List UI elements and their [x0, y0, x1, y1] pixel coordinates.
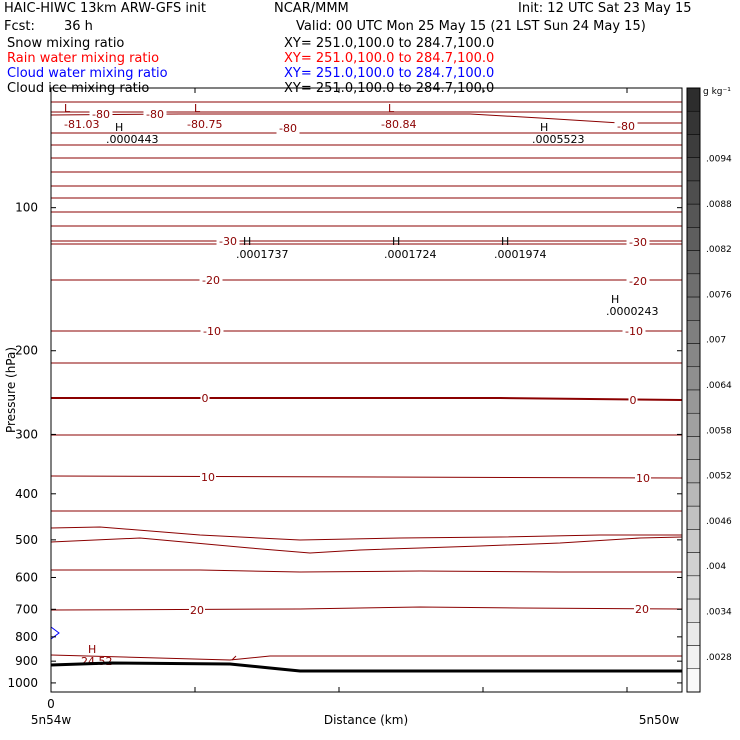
- isotherm-label: -10: [203, 325, 221, 338]
- isotherm-label: -20: [202, 274, 220, 287]
- isotherm-label: -80: [617, 120, 635, 133]
- isotherm-label: -30: [629, 236, 647, 249]
- colorbar-bin: [687, 251, 700, 274]
- y-tick-label: 100: [15, 200, 38, 215]
- forecast-hours: 36 h: [64, 19, 93, 34]
- field-xy-snow: XY= 251.0,100.0 to 284.7,100.0: [284, 36, 495, 51]
- colorbar-label: .0034: [706, 607, 732, 618]
- extremum-value: -80.84: [381, 118, 417, 131]
- colorbar-bin: [687, 181, 700, 204]
- y-tick-label: 500: [15, 532, 38, 547]
- colorbar-bin: [687, 553, 700, 576]
- isotherm-label: -20: [629, 275, 647, 288]
- isotherm-line-10: [51, 476, 682, 478]
- isotherm-label: 0: [629, 394, 637, 407]
- isotherm-label: 20: [635, 603, 649, 616]
- colorbar-bin: [687, 646, 700, 669]
- field-name-snow: Snow mixing ratio: [7, 36, 125, 51]
- colorbar-label: .0064: [706, 381, 732, 391]
- extremum-l-letter: L: [388, 102, 395, 115]
- y-tick-label: 200: [15, 343, 38, 358]
- colorbar-bin: [687, 599, 700, 622]
- y-tick-label: 600: [15, 570, 38, 585]
- x-tick-label: 0: [47, 697, 55, 711]
- colorbar-label: .0082: [706, 245, 732, 256]
- extremum-h-letter: H: [392, 235, 401, 248]
- field-xy-rain: XY= 251.0,100.0 to 284.7,100.0: [284, 51, 495, 66]
- colorbar-bin: [687, 622, 700, 645]
- extremum-l-letter: L: [194, 102, 201, 115]
- colorbar-bin: [687, 297, 700, 320]
- colorbar-bin: [687, 344, 700, 367]
- colorbar-bin: [687, 204, 700, 227]
- colorbar-bin: [687, 367, 700, 390]
- y-tick-label: 300: [15, 427, 38, 442]
- colorbar-bin: [687, 436, 700, 459]
- extremum-value: -81.03: [64, 118, 100, 131]
- extremum-value: 24.52: [81, 655, 113, 668]
- field-name-rain: Rain water mixing ratio: [7, 51, 160, 66]
- valid-time: Valid: 00 UTC Mon 25 May 15 (21 LST Sun 24 May 15): [296, 19, 646, 34]
- colorbar-label: .0088: [706, 199, 732, 210]
- isotherm-label: 20: [190, 604, 204, 617]
- colorbar-label: .004: [706, 562, 727, 573]
- colorbar-label: .0076: [706, 290, 732, 301]
- colorbar-bin: [687, 483, 700, 506]
- colorbar-bin: [687, 227, 700, 250]
- extremum-value: .0000443: [106, 133, 159, 146]
- colorbar-unit: g kg⁻¹: [703, 87, 731, 97]
- extremum-value: .0000243: [606, 305, 659, 318]
- field-name-cloud-ice: Cloud ice mixing ratio: [7, 81, 150, 96]
- extremum-h-letter: H: [243, 235, 252, 248]
- x-end-label-right: 5n50w: [638, 713, 680, 727]
- colorbar-bin: [687, 274, 700, 297]
- y-tick-label: 1000: [7, 675, 38, 690]
- isotherm-label: 10: [201, 471, 215, 484]
- colorbar-bin: [687, 413, 700, 436]
- y-tick-label: 900: [15, 654, 38, 669]
- extremum-value: .0001974: [494, 248, 547, 261]
- field-xy-cloud-water: XY= 251.0,100.0 to 284.7,100.0: [284, 66, 495, 81]
- isotherm-line: [51, 570, 682, 572]
- colorbar-bin: [687, 320, 700, 343]
- colorbar-label: .0094: [706, 154, 732, 165]
- isotherm-label: -30: [219, 235, 237, 248]
- isotherm-label: 10: [636, 472, 650, 485]
- isotherm-label: 0: [201, 392, 209, 405]
- x-end-label-left: 5n54w: [30, 713, 72, 727]
- isotherm-label: -10: [625, 325, 643, 338]
- colorbar-bin: [687, 669, 700, 692]
- forecast-label: Fcst:: [4, 19, 35, 34]
- colorbar-label: .007: [706, 335, 727, 346]
- extremum-h-letter: H: [611, 293, 620, 306]
- colorbar-label: .0046: [706, 516, 732, 527]
- extremum-value: .0001737: [236, 248, 289, 261]
- isotherm-label: -80: [92, 108, 110, 121]
- field-xy-cloud-ice: XY= 251.0,100.0 to 284.7,100.0: [284, 81, 495, 96]
- isotherm-line-20: [51, 607, 682, 610]
- colorbar-bin: [687, 576, 700, 599]
- y-tick-label: 800: [15, 629, 38, 644]
- extremum-h-letter: H: [88, 643, 97, 656]
- terrain-surface-line: [51, 663, 682, 671]
- colorbar-bin: [687, 506, 700, 529]
- x-axis-title: Distance (km): [323, 713, 409, 727]
- colorbar-bin: [687, 88, 700, 111]
- y-tick-label: 400: [15, 486, 38, 501]
- colorbar-bin: [687, 390, 700, 413]
- colorbar-label: .0058: [706, 426, 732, 437]
- isotherm-line: [51, 655, 682, 660]
- org-label: NCAR/MMM: [274, 1, 349, 16]
- colorbar-bin: [687, 158, 700, 181]
- colorbar-label: .0028: [706, 652, 732, 663]
- y-axis-title: Pressure (hPa): [4, 346, 18, 434]
- colorbar-bin: [687, 111, 700, 134]
- extremum-value: .0001724: [384, 248, 437, 261]
- extremum-l-letter: L: [64, 102, 71, 115]
- colorbar-bin: [687, 134, 700, 157]
- isotherm-label: -80: [146, 108, 164, 121]
- y-tick-label: 700: [15, 602, 38, 617]
- colorbar-label: .0052: [706, 471, 732, 482]
- isotherm-label: -80: [279, 122, 297, 135]
- extremum-value: .0005523: [532, 133, 585, 146]
- extremum-value: -80.75: [187, 118, 223, 131]
- plot-frame: [51, 88, 682, 692]
- field-name-cloud-water: Cloud water mixing ratio: [7, 66, 168, 81]
- model-title: HAIC-HIWC 13km ARW-GFS init: [4, 1, 206, 16]
- isotherm-line: [51, 537, 682, 553]
- isotherm-line-0: [51, 398, 682, 400]
- extremum-h-letter: H: [540, 121, 549, 134]
- init-time: Init: 12 UTC Sat 23 May 15: [518, 1, 692, 16]
- colorbar-bin: [687, 460, 700, 483]
- extremum-h-letter: H: [115, 121, 124, 134]
- colorbar-bin: [687, 529, 700, 552]
- extremum-h-letter: H: [501, 235, 510, 248]
